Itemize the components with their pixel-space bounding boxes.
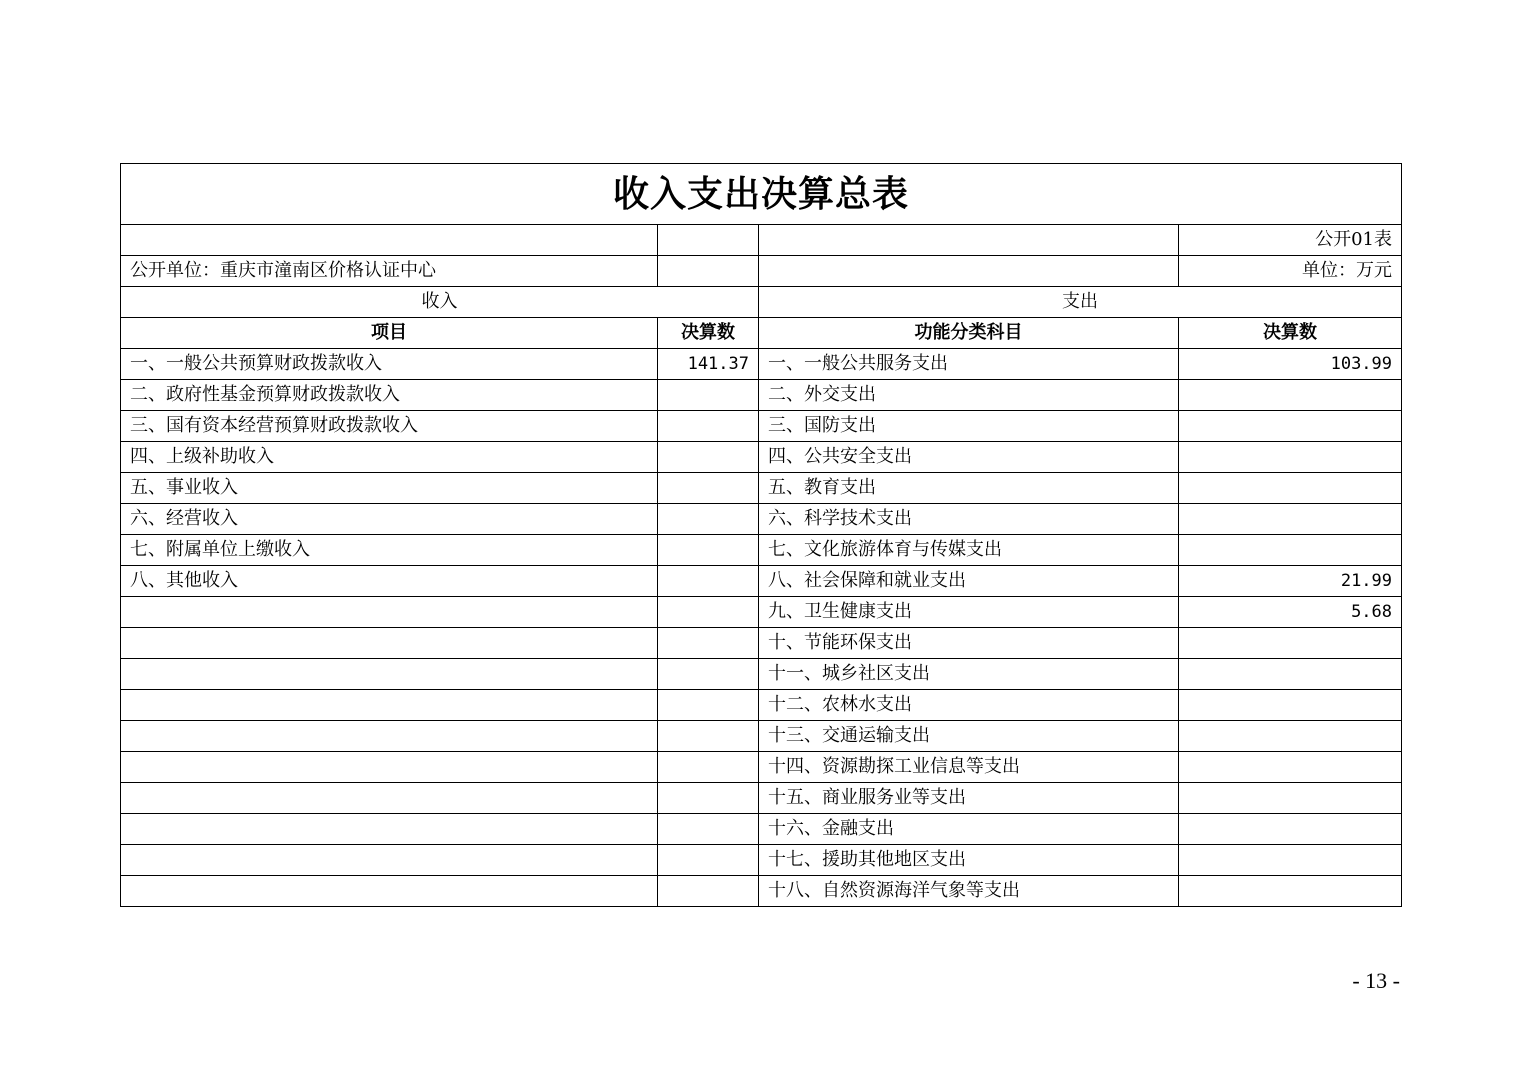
expense-item-cell: 十六、金融支出 [759,814,1179,845]
income-item-cell: 六、经营收入 [121,504,658,535]
expense-item-cell: 十三、交通运输支出 [759,721,1179,752]
income-item-cell [121,845,658,876]
expense-item-cell: 三、国防支出 [759,411,1179,442]
income-amount-cell [658,814,759,845]
income-item-cell: 五、事业收入 [121,473,658,504]
income-item-cell: 四、上级补助收入 [121,442,658,473]
table-row [121,380,1402,411]
income-amount-cell [658,628,759,659]
expense-amount-cell [1179,845,1402,876]
income-item-cell [121,814,658,845]
table-row [121,876,1402,907]
income-amount-cell [658,442,759,473]
budget-summary-table [120,163,1402,907]
income-section-header: 收入 [121,287,759,318]
section-header-row [121,287,1402,318]
income-amount-cell [658,659,759,690]
income-item-cell [121,876,658,907]
income-amount-cell [658,721,759,752]
income-item-cell [121,721,658,752]
income-amount-cell [658,380,759,411]
table-body [121,164,1402,349]
income-amount-cell [658,876,759,907]
table-row [121,783,1402,814]
table-row [121,628,1402,659]
expense-item-header: 功能分类科目 [759,318,1179,349]
expense-amount-cell [1179,814,1402,845]
income-item-cell: 八、其他收入 [121,566,658,597]
table-row [121,814,1402,845]
expense-section-header: 支出 [759,287,1402,318]
table-row [121,442,1402,473]
expense-item-cell: 六、科学技术支出 [759,504,1179,535]
income-amount-cell [658,504,759,535]
income-amount-cell [658,752,759,783]
income-item-cell [121,659,658,690]
expense-item-cell: 十七、援助其他地区支出 [759,845,1179,876]
empty-cell [121,225,658,256]
table-row [121,566,1402,597]
income-item-cell [121,628,658,659]
empty-cell [658,256,759,287]
expense-amount-cell [1179,659,1402,690]
title-row [121,164,1402,225]
income-amount-header: 决算数 [658,318,759,349]
expense-item-cell: 五、教育支出 [759,473,1179,504]
expense-item-cell: 十八、自然资源海洋气象等支出 [759,876,1179,907]
expense-amount-cell [1179,380,1402,411]
income-item-cell [121,597,658,628]
income-amount-cell [658,473,759,504]
expense-amount-cell [1179,535,1402,566]
table-row [121,349,1402,380]
table-row [121,845,1402,876]
expense-amount-cell [1179,752,1402,783]
expense-amount-cell [1179,876,1402,907]
table-row [121,690,1402,721]
empty-cell [759,256,1179,287]
page-number: - 13 - [1352,968,1400,993]
expense-amount-cell: 21.99 [1179,566,1402,597]
expense-amount-header: 决算数 [1179,318,1402,349]
table-row [121,597,1402,628]
income-amount-cell [658,535,759,566]
expense-amount-cell [1179,473,1402,504]
income-item-cell: 七、附属单位上缴收入 [121,535,658,566]
expense-amount-cell [1179,721,1402,752]
expense-item-cell: 十五、商业服务业等支出 [759,783,1179,814]
empty-cell [759,225,1179,256]
table-row [121,535,1402,566]
expense-item-cell: 二、外交支出 [759,380,1179,411]
expense-item-cell: 七、文化旅游体育与传媒支出 [759,535,1179,566]
expense-amount-cell [1179,690,1402,721]
expense-item-cell: 一、一般公共服务支出 [759,349,1179,380]
expense-item-cell: 四、公共安全支出 [759,442,1179,473]
table-row [121,752,1402,783]
income-amount-cell [658,783,759,814]
column-header-row [121,318,1402,349]
empty-cell [658,225,759,256]
table-row [121,721,1402,752]
unit-row [121,256,1402,287]
expense-amount-cell [1179,628,1402,659]
income-amount-cell [658,566,759,597]
expense-amount-cell [1179,504,1402,535]
expense-item-cell: 十二、农林水支出 [759,690,1179,721]
page-title: 收入支出决算总表 [121,164,1402,225]
table-row [121,504,1402,535]
income-amount-cell: 141.37 [658,349,759,380]
expense-amount-cell [1179,411,1402,442]
expense-amount-cell [1179,783,1402,814]
expense-item-cell: 十一、城乡社区支出 [759,659,1179,690]
income-amount-cell [658,690,759,721]
income-item-cell [121,690,658,721]
expense-item-cell: 九、卫生健康支出 [759,597,1179,628]
expense-amount-cell: 5.68 [1179,597,1402,628]
table-code-row [121,225,1402,256]
currency-unit: 单位：万元 [1179,256,1402,287]
income-item-header: 项目 [121,318,658,349]
expense-amount-cell: 103.99 [1179,349,1402,380]
income-item-cell [121,752,658,783]
income-amount-cell [658,597,759,628]
table-row [121,411,1402,442]
income-item-cell: 二、政府性基金预算财政拨款收入 [121,380,658,411]
table-code: 公开01表 [1179,225,1402,256]
expense-item-cell: 十四、资源勘探工业信息等支出 [759,752,1179,783]
reporting-unit: 公开单位：重庆市潼南区价格认证中心 [121,256,658,287]
table-row [121,659,1402,690]
income-amount-cell [658,845,759,876]
income-amount-cell [658,411,759,442]
income-item-cell [121,783,658,814]
income-item-cell: 三、国有资本经营预算财政拨款收入 [121,411,658,442]
expense-item-cell: 八、社会保障和就业支出 [759,566,1179,597]
expense-amount-cell [1179,442,1402,473]
table-row [121,473,1402,504]
table-data-rows [121,349,1402,907]
expense-item-cell: 十、节能环保支出 [759,628,1179,659]
income-item-cell: 一、一般公共预算财政拨款收入 [121,349,658,380]
